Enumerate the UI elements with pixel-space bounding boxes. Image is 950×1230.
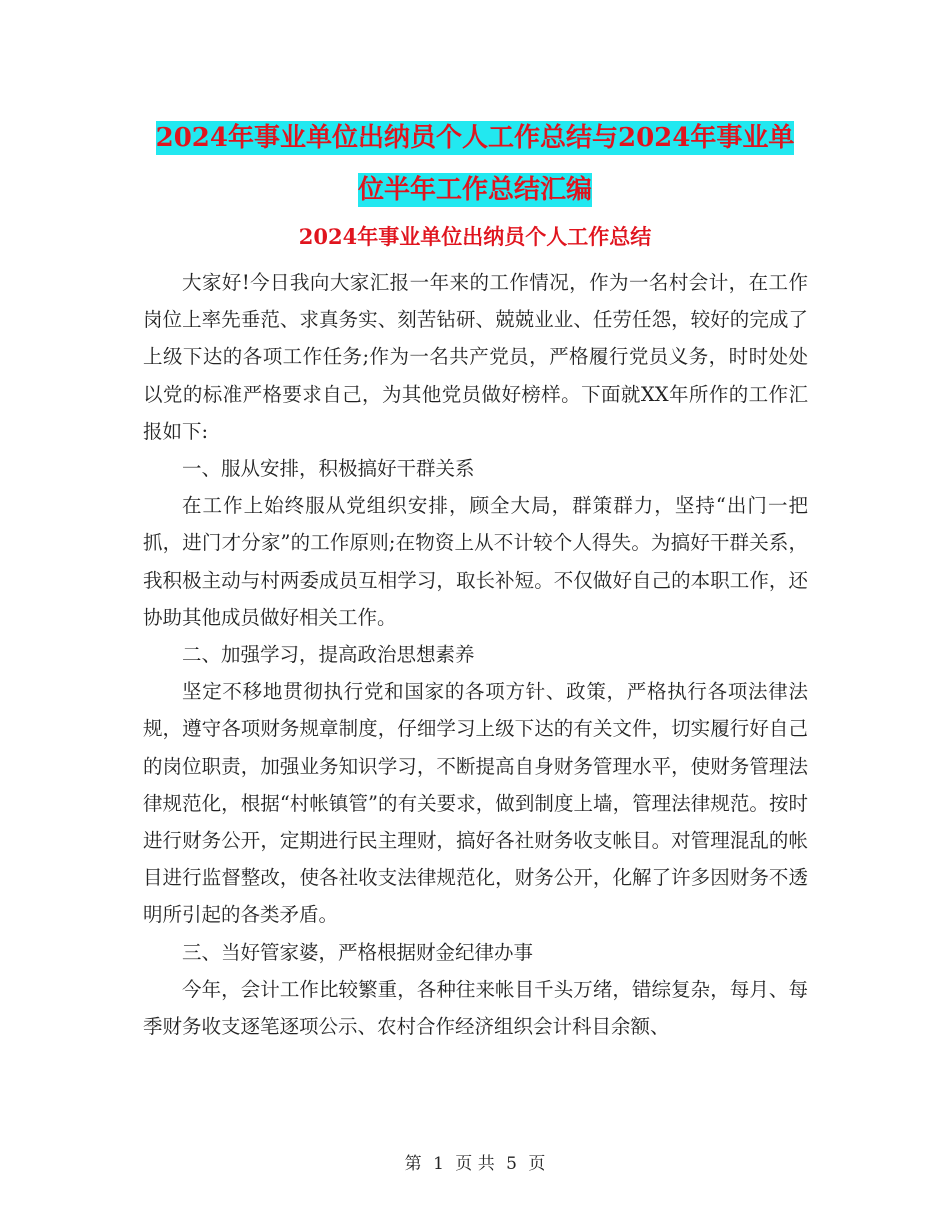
paragraph-3: 今年，会计工作比较繁重，各种往来帐目千头万绪，错综复杂，每月、每季财务收支逐笔逐项公示、农村合作经济组织会计科目余额、 [143, 977, 808, 1039]
footer-suffix: 页 [528, 1154, 546, 1174]
document-title-text: 2024年事业单位出纳员个人工作总结与2024年事业单位半年工作总结汇编 [155, 123, 795, 205]
footer-current-page: 1 [433, 1154, 444, 1174]
document-body [143, 264, 808, 1045]
paragraph-heading-2: 二、加强学习，提高政治思想素养 [182, 643, 475, 667]
paragraph-intro: 大家好!今日我向大家汇报一年来的工作情况，作为一名村会计，在工作岗位上率先垂范、求真务实、刻苦钻研、兢兢业业、任劳任怨，较好的完成了上级下达的各项工作任务;作为一名共产党员，严格履行党员义务，时时处处以党的标准严格要求自己，为其他党员做好榜样。下面就XX年所作的工作汇报如下: [143, 271, 808, 443]
footer-middle: 页 共 [455, 1154, 495, 1174]
paragraph-heading-1: 一、服从安排，积极搞好干群关系 [182, 457, 475, 481]
footer-total-pages: 5 [506, 1154, 517, 1174]
document-title [150, 112, 800, 216]
section-title: 2024年事业单位出纳员个人工作总结 [298, 224, 652, 249]
paragraph-heading-3: 三、当好管家婆，严格根据财金纪律办事 [182, 940, 534, 964]
page-footer [0, 1152, 950, 1176]
paragraph-2: 坚定不移地贯彻执行党和国家的各项方针、政策，严格执行各项法律法规，遵守各项财务规章制度，仔细学习上级下达的有关文件，切实履行好自己的岗位职责，加强业务知识学习，不断提高自身财务管理水平，使财务管理法律规范化，根据“村帐镇管”的有关要求，做到制度上墙，管理法律规范。按时进行财务公开，定期进行民主理财，搞好各社财务收支帐目。对管理混乱的帐目进行监督整改，使各社收支法律规范化，财务公开，化解了许多因财务不透明所引起的各类矛盾。 [143, 680, 808, 927]
footer-prefix: 第 [404, 1154, 422, 1174]
paragraph-1: 在工作上始终服从党组织安排，顾全大局，群策群力，坚持“出门一把抓，进门才分家”的工作原则;在物资上从不计较个人得失。为搞好干群关系，我积极主动与村两委成员互相学习，取长补短。不仅做好自己的本职工作，还协助其他成员做好相关工作。 [143, 494, 808, 629]
